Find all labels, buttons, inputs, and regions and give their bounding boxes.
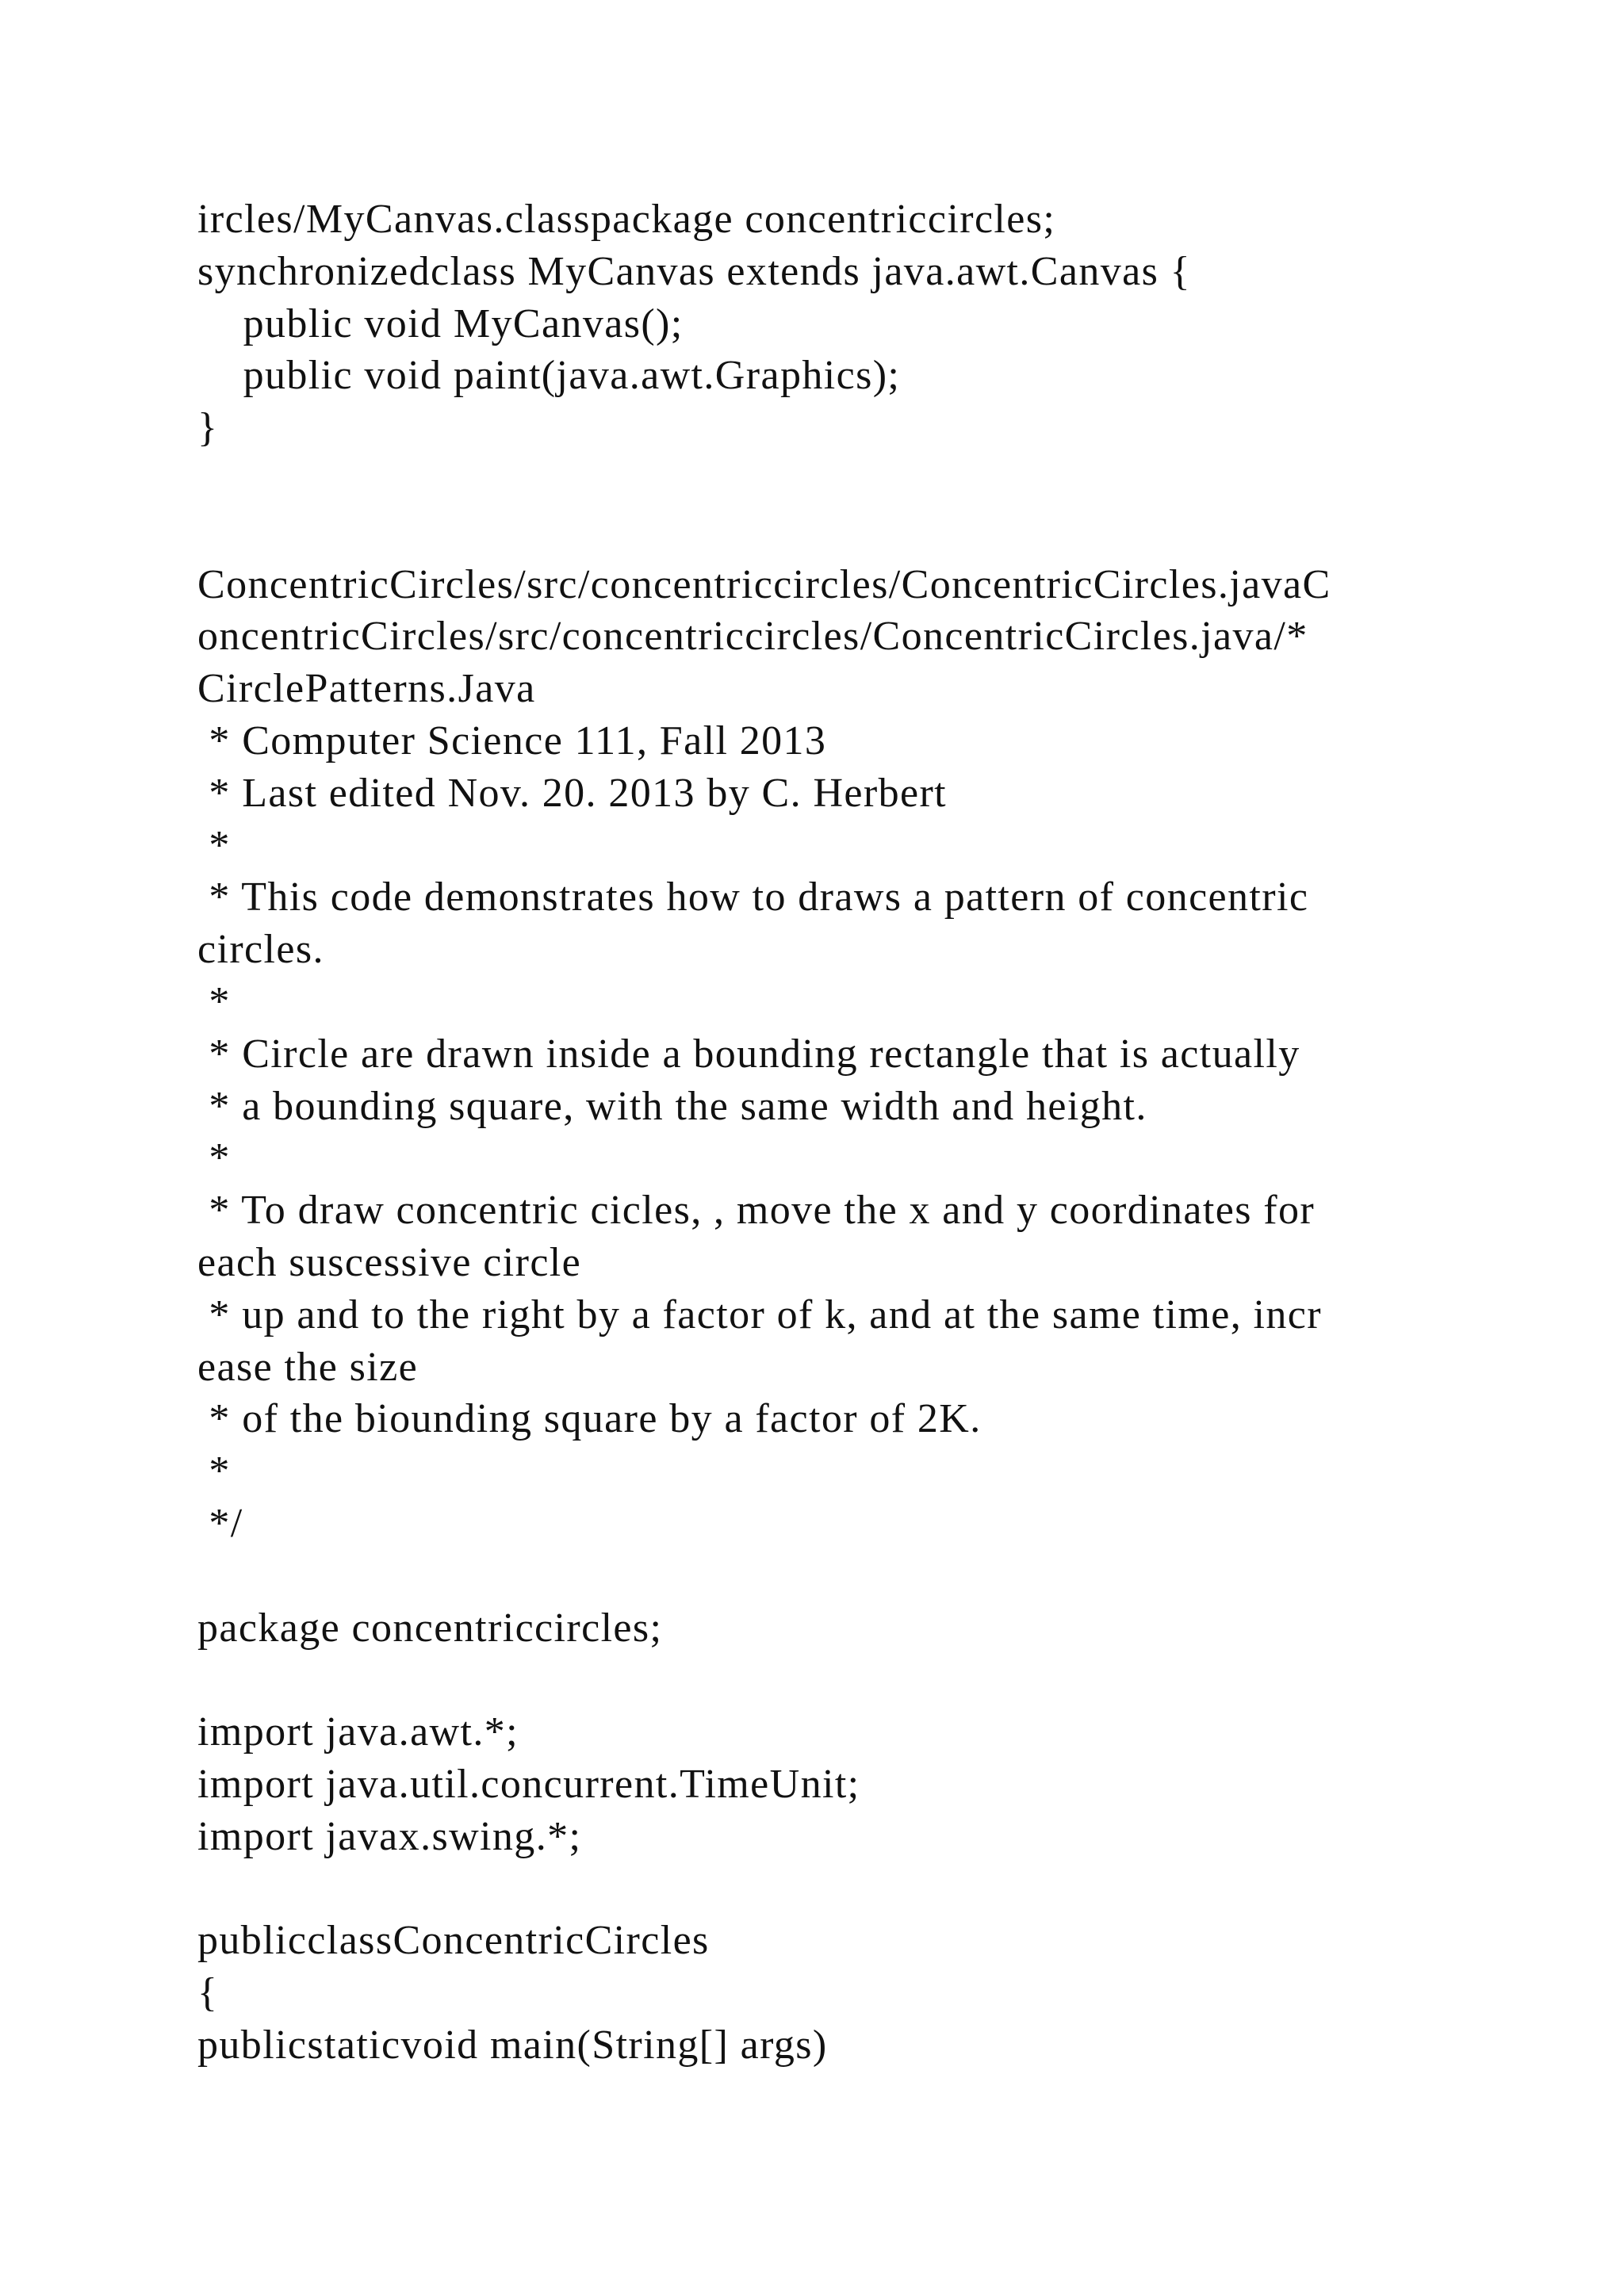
text-line: * [197,1448,231,1494]
text-line: * Last edited Nov. 20. 2013 by C. Herbert [197,770,948,816]
text-line: ConcentricCircles/src/concentriccircles/ConcentricCircles.javaC [197,561,1331,607]
text-line: * up and to the right by a factor of k, and at the same time, incr [197,1292,1322,1337]
blank-line [197,1654,1530,1706]
text-line: circles. [197,927,324,973]
text-line: publicclassConcentricCircles [197,1918,710,1964]
text-line: oncentricCircles/src/concentriccircles/ConcentricCircles.java/* [197,614,1308,660]
text-line: import java.util.concurrent.TimeUnit; [197,1761,860,1807]
text-line: * To draw concentric cicles, , move the x and y coordinates for [197,1188,1316,1234]
text-line: * of the biounding square by a factor of 2K. [197,1396,982,1442]
blank-line [197,1550,1530,1602]
text-line: synchronizedclass MyCanvas extends java.awt.Canvas { [197,248,1192,294]
text-line: { [197,1970,219,2016]
text-line: * [197,822,231,868]
text-line: */ [197,1500,243,1546]
text-line: ease the size [197,1344,419,1390]
blank-line [197,454,1530,507]
source-code-text [197,193,1530,2072]
text-line: publicstaticvoid main(String[] args) [197,2022,828,2068]
text-line: import javax.swing.*; [197,1813,582,1859]
text-line: * Circle are drawn inside a bounding rectangle that is actually [197,1031,1300,1077]
blank-line [197,1863,1530,1915]
text-line: * This code demonstrates how to draws a pattern of concentric [197,874,1309,920]
text-line: * a bounding square, with the same width and height. [197,1083,1147,1129]
text-line: import java.awt.*; [197,1709,519,1755]
blank-line [197,507,1530,559]
text-line: CirclePatterns.Java [197,666,536,712]
text-line: * Computer Science 111, Fall 2013 [197,718,827,763]
text-line: * [197,978,231,1024]
text-line: public void paint(java.awt.Graphics); [197,353,901,399]
text-line: package concentriccircles; [197,1605,663,1651]
text-line: ircles/MyCanvas.classpackage concentriccircles; [197,197,1056,242]
text-line: } [197,405,219,451]
text-line: public void MyCanvas(); [197,300,684,346]
text-line: * [197,1135,231,1181]
text-line: each suscessive circle [197,1239,582,1285]
